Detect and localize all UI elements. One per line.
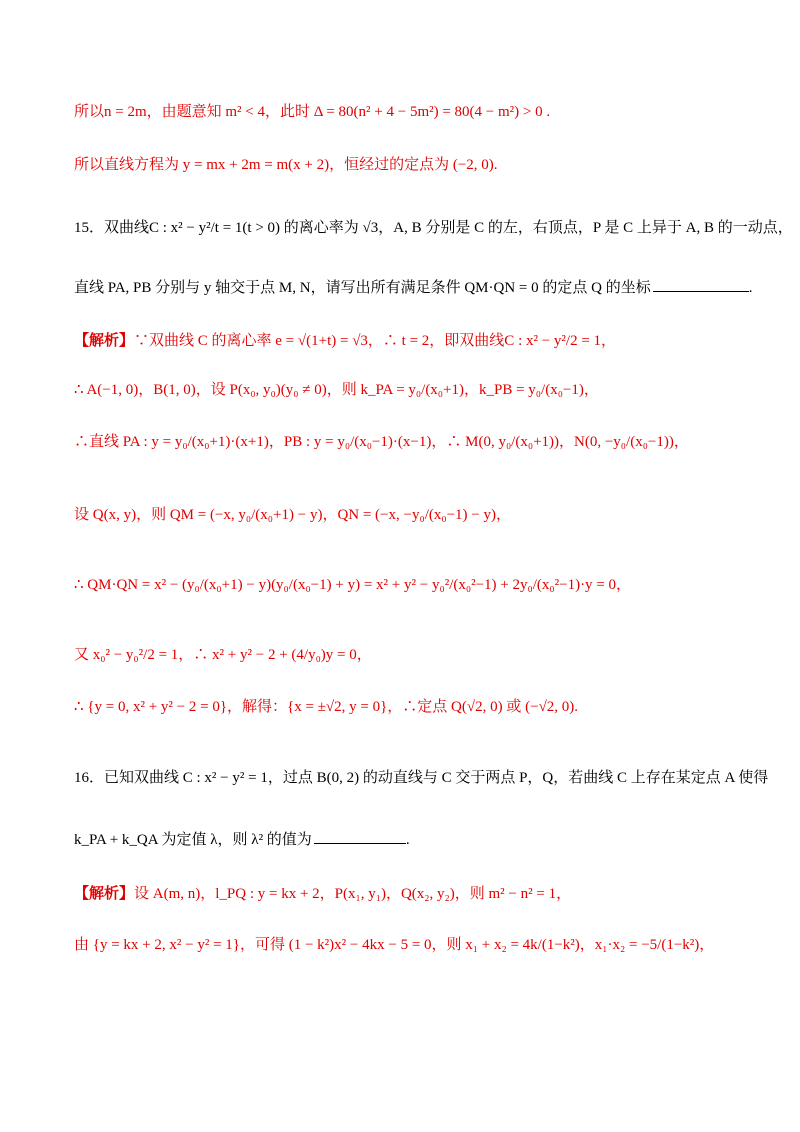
- text-line: 由 {y = kx + 2, x² − y² = 1}，可得 (1 − k²)x² − 4kx − 5 = 0，则 x₁ + x₂ = 4k/(1−k²)，x₁·x₂ = −5/(1−k²)，: [74, 937, 715, 953]
- text-line: 【解析】∵双曲线 C 的离心率 e = √(1+t) = √3，∴ t = 2，即双曲线C : x² − y²/2 = 1，: [74, 331, 617, 349]
- text-line: 15．双曲线C : x² − y²/t = 1(t > 0) 的离心率为 √3，A, B 分别是 C 的左，右顶点，P 是 C 上异于 A, B 的一动点，: [74, 220, 793, 236]
- text-line: ∴ A(−1, 0)，B(1, 0)，设 P(x₀, y₀)(y₀ ≠ 0)，则 k_PA = y₀/(x₀+1)，k_PB = y₀/(x₀−1)，: [74, 382, 599, 398]
- answer-blank: [314, 831, 406, 844]
- analysis-tag: 【解析】: [74, 884, 135, 902]
- text-line: 16．已知双曲线 C : x² − y² = 1，过点 B(0, 2) 的动直线与 C 交于两点 P，Q，若曲线 C 上存在某定点 A 使得: [74, 770, 769, 786]
- answer-blank: [653, 279, 749, 292]
- text-line: ∴ QM·QN = x² − (y₀/(x₀+1) − y)(y₀/(x₀−1) + y) = x² + y² − y₀²/(x₀²−1) + 2y₀/(x₀²−1)·y = 0，: [74, 577, 632, 593]
- text-line: 又 x₀² − y₀²/2 = 1，∴ x² + y² − 2 + (4/y₀)y = 0，: [74, 647, 372, 663]
- text-line: 【解析】设 A(m, n)，l_PQ : y = kx + 2，P(x₁, y₁)，Q(x₂, y₂)，则 m² − n² = 1，: [74, 884, 572, 902]
- text-line: 直线 PA, PB 分别与 y 轴交于点 M, N，请写出所有满足条件 QM·QN = 0 的定点 Q 的坐标 .: [74, 280, 753, 296]
- text-line: 设 Q(x, y)，则 QM = (−x, y₀/(x₀+1) − y)，QN = (−x, −y₀/(x₀−1) − y)，: [74, 507, 512, 523]
- text-line: k_PA + k_QA 为定值 λ，则 λ² 的值为 .: [74, 832, 410, 848]
- text-line: ∴ {y = 0, x² + y² − 2 = 0}，解得：{x = ±√2, y = 0}，∴定点 Q(√2, 0) 或 (−√2, 0).: [74, 699, 579, 715]
- text-line: 所以直线方程为 y = mx + 2m = m(x + 2)，恒经过的定点为 (−2, 0).: [74, 157, 498, 173]
- text-line: 所以n = 2m，由题意知 m² < 4，此时 Δ = 80(n² + 4 − 5m²) = 80(4 − m²) > 0 .: [74, 104, 551, 120]
- analysis-tag: 【解析】: [74, 331, 135, 349]
- text-line: ∴直线 PA : y = y₀/(x₀+1)·(x+1)，PB : y = y₀/(x₀−1)·(x−1)，∴ M(0, y₀/(x₀+1))，N(0, −y₀/(x₀−1))，: [74, 434, 689, 450]
